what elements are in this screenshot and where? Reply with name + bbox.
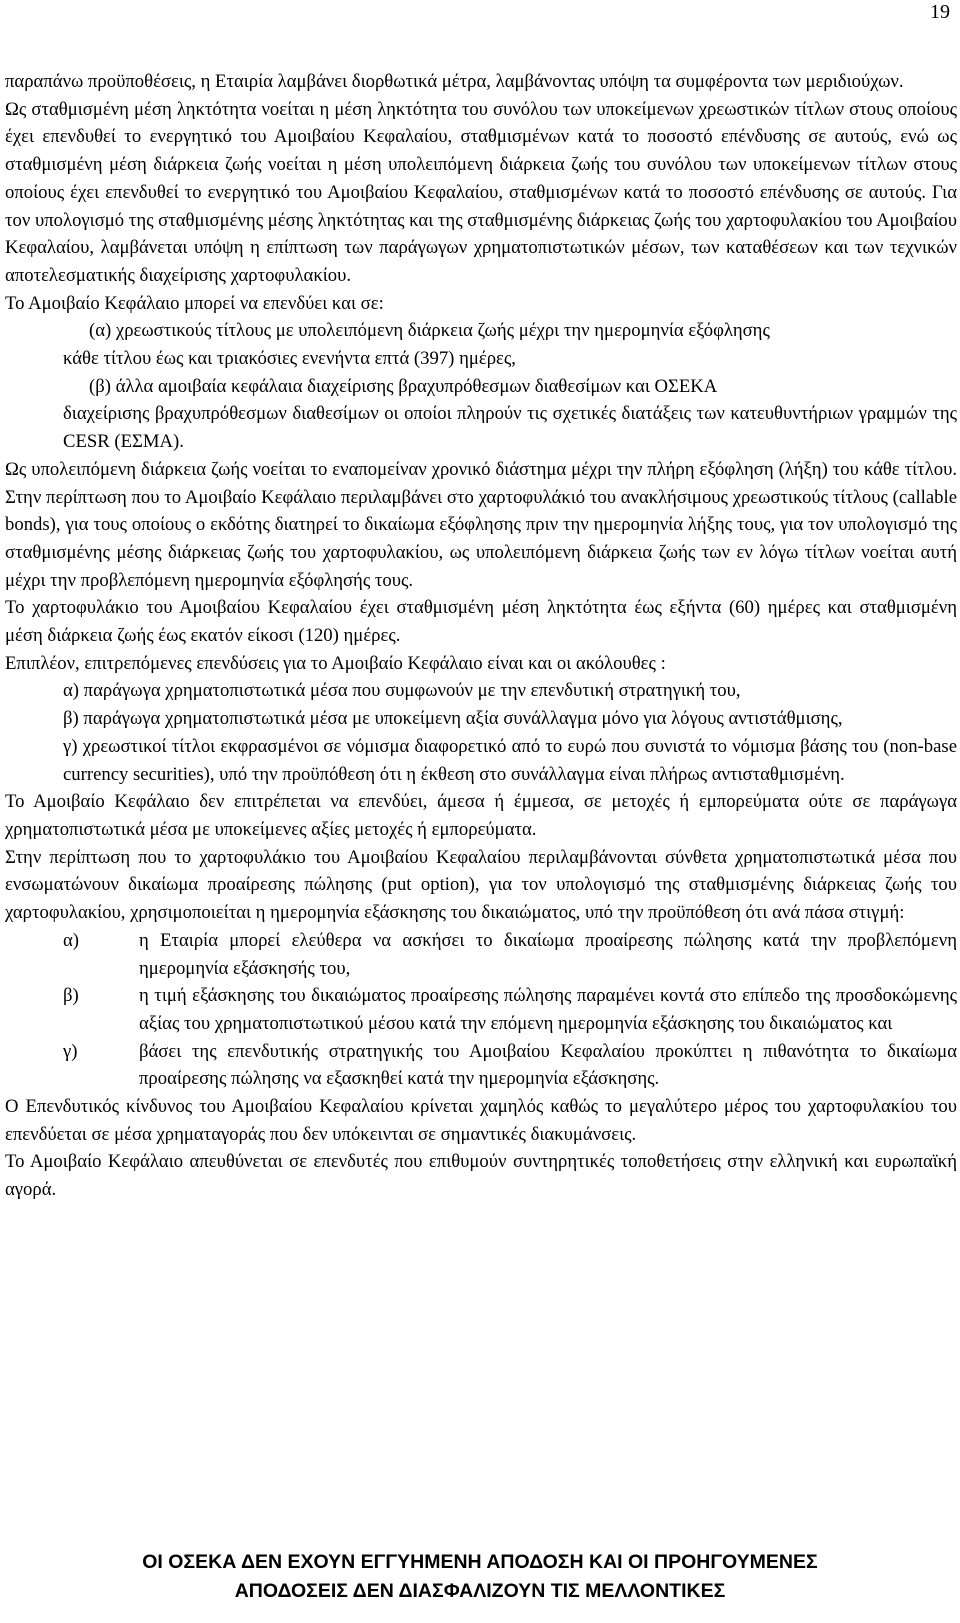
paragraph-weighted-maturity: Ως σταθμισμένη μέση ληκτότητα νοείται η μέση ληκτότητα του συνόλου των υποκείμενων χρεωστικών τίτλων στους οποίους έχει επενδυθεί το ενεργητικό του Αμοιβαίου Κεφαλαίου, σταθμισμένων κατά το ποσοστό επένδυσης σε αυτούς, ενώ ως σταθμισμένη μέση διάρκεια ζωής νοείται η μέση υπολειπόμενη διάρκεια ζωής του συνόλου των υποκείμενων τίτλων στους οποίους έχει επενδυθεί το ενεργητικό του Αμοιβαίου Κεφαλαίου, σταθμισμένων κατά το ποσοστό επένδυσης σε αυτούς. Για τον υπολογισμό της σταθμισμένης μέσης ληκτότητας και της σταθμισμένης διάρκειας ζωής του χαρτοφυλακίου του Αμοιβαίου Κεφαλαίου, λαμβάνεται υπόψη η επίπτωση των παράγωγων χρηματοπιστωτικών μέσων, των καταθέσεων και των τεχνικών αποτελεσματικής διαχείρισης χαρτοφυλακίου. [5, 98, 957, 286]
footer-disclaimer [0, 1548, 960, 1606]
list-item-non-base-currency: γ) χρεωστικοί τίτλοι εκφρασμένοι σε νόμισμα διαφορετικό από το ευρώ που συνιστά το νόμισμα βάσης του (non-base currency securities), υπό την προϋπόθεση ότι η έκθεση στο συνάλλαγμα είναι πλήρως αντισταθμισμένη. [63, 735, 957, 785]
list-marker: α) [63, 929, 80, 951]
list-item-a-continuation: κάθε τίτλου έως και τριακόσιες ενενήντα επτά (397) ημέρες, [63, 348, 516, 370]
paragraph-may-invest: Το Αμοιβαίο Κεφάλαιο μπορεί να επενδύει και σε: [5, 292, 384, 314]
list-item-derivatives-hedging: β) παράγωγα χρηματοπιστωτικά μέσα με υποκείμενη αξία συνάλλαγμα μόνο για λόγους αντιστάθμισης, [63, 708, 843, 730]
list-item-put-b [5, 982, 957, 1037]
document-body [5, 68, 957, 1204]
list-item-put-a [5, 927, 957, 982]
list-item-text: η Εταιρία μπορεί ελεύθερα να ασκήσει το δικαίωμα προαίρεσης πώλησης κατά την προβλεπόμενη ημερομηνία εξάσκησής του, [139, 929, 957, 979]
page-number: 19 [930, 1, 950, 23]
footer-line-2: ΑΠΟΔΟΣΕΙΣ ΔΕΝ ΔΙΑΣΦΑΛΙΖΟΥΝ ΤΙΣ ΜΕΛΛΟΝΤΙΚΕΣ [234, 1580, 726, 1602]
list-item-a-debt-securities: (α) χρεωστικούς τίτλους με υπολειπόμενη διάρκεια ζωής μέχρι την ημερομηνία εξόφλησης [89, 320, 770, 342]
paragraph-put-option: Στην περίπτωση που το χαρτοφυλάκιο του Αμοιβαίου Κεφαλαίου περιλαμβάνονται σύνθετα χρηματοπιστωτικά μέσα που ενσωματώνουν δικαίωμα προαίρεσης πώλησης (put option), για τον υπολογισμό της σταθμισμένης διάρκειας ζωής του χαρτοφυλακίου, χρησιμοποιείται η ημερομηνία εξάσκησης του δικαιώματος, υπό την προϋπόθεση ότι ανά πάσα στιγμή: [5, 846, 957, 924]
paragraph-residual-life: Ως υπολειπόμενη διάρκεια ζωής νοείται το εναπομείναν χρονικό διάστημα μέχρι την πλήρη εξόφληση (λήξη) του κάθε τίτλου. Στην περίπτωση που το Αμοιβαίο Κεφάλαιο περιλαμβάνει στο χαρτοφυλάκιό του ανακλήσιμους χρεωστικούς τίτλους (callable bonds), για τους οποίους ο εκδότης διατηρεί το δικαίωμα εξόφλησης πριν την ημερομηνία λήξης τους, για τον υπολογισμό της σταθμισμένης μέσης διάρκειας ζωής του χαρτοφυλακίου, ως υπολειπόμενη διάρκεια ζωής των εν λόγω τίτλων νοείται αυτή μέχρι την προβλεπόμενη ημερομηνία εξόφλησής τους. [5, 458, 957, 591]
paragraph-portfolio-limits: Το χαρτοφυλάκιο του Αμοιβαίου Κεφαλαίου έχει σταθμισμένη μέση ληκτότητα έως εξήντα (60) ημέρες και σταθμισμένη μέση διάρκεια ζωής έως εκατόν είκοσι (120) ημέρες. [5, 597, 957, 647]
paragraph-permitted-investments: Επιπλέον, επιτρεπόμενες επενδύσεις για το Αμοιβαίο Κεφάλαιο είναι και οι ακόλουθες : [5, 652, 666, 674]
list-item-text: η τιμή εξάσκησης του δικαιώματος προαίρεσης πώλησης παραμένει κοντά στο επίπεδο της προσδοκώμενης αξίας του χρηματοπιστωτικού μέσου κατά την επόμενη ημερομηνία εξάσκησης του δικαιώματος και [139, 985, 957, 1034]
paragraph-investment-risk: Ο Επενδυτικός κίνδυνος του Αμοιβαίου Κεφαλαίου κρίνεται χαμηλός καθώς το μεγαλύτερο μέρος του χαρτοφυλακίου του επενδύεται σε μέσα χρηματαγοράς που δεν υπόκεινται σε σημαντικές διακυμάνσεις. [5, 1096, 957, 1145]
list-item-derivatives-strategy: α) παράγωγα χρηματοπιστωτικά μέσα που συμφωνούν με την επενδυτική στρατηγική του, [63, 680, 741, 702]
paragraph-target-investors: Το Αμοιβαίο Κεφάλαιο απευθύνεται σε επενδυτές που επιθυμούν συντηρητικές τοποθετήσεις στην ελληνική και ευρωπαϊκή αγορά. [5, 1151, 957, 1201]
list-item-b-other-funds: (β) άλλα αμοιβαία κεφάλαια διαχείρισης βραχυπρόθεσμων διαθεσίμων και ΟΣΕΚΑ [89, 375, 718, 397]
list-item-put-c [5, 1038, 957, 1093]
list-item-text: βάσει της επενδυτικής στρατηγικής του Αμοιβαίου Κεφαλαίου προκύπτει η πιθανότητα το δικαίωμα προαίρεσης πώλησης να εξασκηθεί κατά την ημερομηνία εξάσκησης. [139, 1040, 957, 1090]
paragraph-1: παραπάνω προϋποθέσεις, η Εταιρία λαμβάνει διορθωτικά μέτρα, λαμβάνοντας υπόψη τα συμφέροντα των μεριδιούχων. [5, 71, 904, 92]
list-item-b-continuation: διαχείρισης βραχυπρόθεσμων διαθεσίμων οι οποίοι πληρούν τις σχετικές διατάξεις των κατευθυντήριων γραμμών της CESR (ΕΣΜΑ). [63, 403, 957, 453]
footer-line-1: ΟΙ ΟΣΕΚΑ ΔΕΝ ΕΧΟΥΝ ΕΓΓΥΗΜΕΝΗ ΑΠΟΔΟΣΗ ΚΑΙ ΟΙ ΠΡΟΗΓΟΥΜΕΝΕΣ [142, 1551, 818, 1573]
list-marker: γ) [63, 1040, 78, 1062]
list-marker: β) [63, 985, 79, 1007]
paragraph-prohibited-investments: Το Αμοιβαίο Κεφάλαιο δεν επιτρέπεται να επενδύει, άμεσα ή έμμεσα, σε μετοχές ή εμπορεύματα ούτε σε παράγωγα χρηματοπιστωτικά μέσα με υποκείμενες αξίες μετοχές ή εμπορεύματα. [5, 791, 957, 840]
